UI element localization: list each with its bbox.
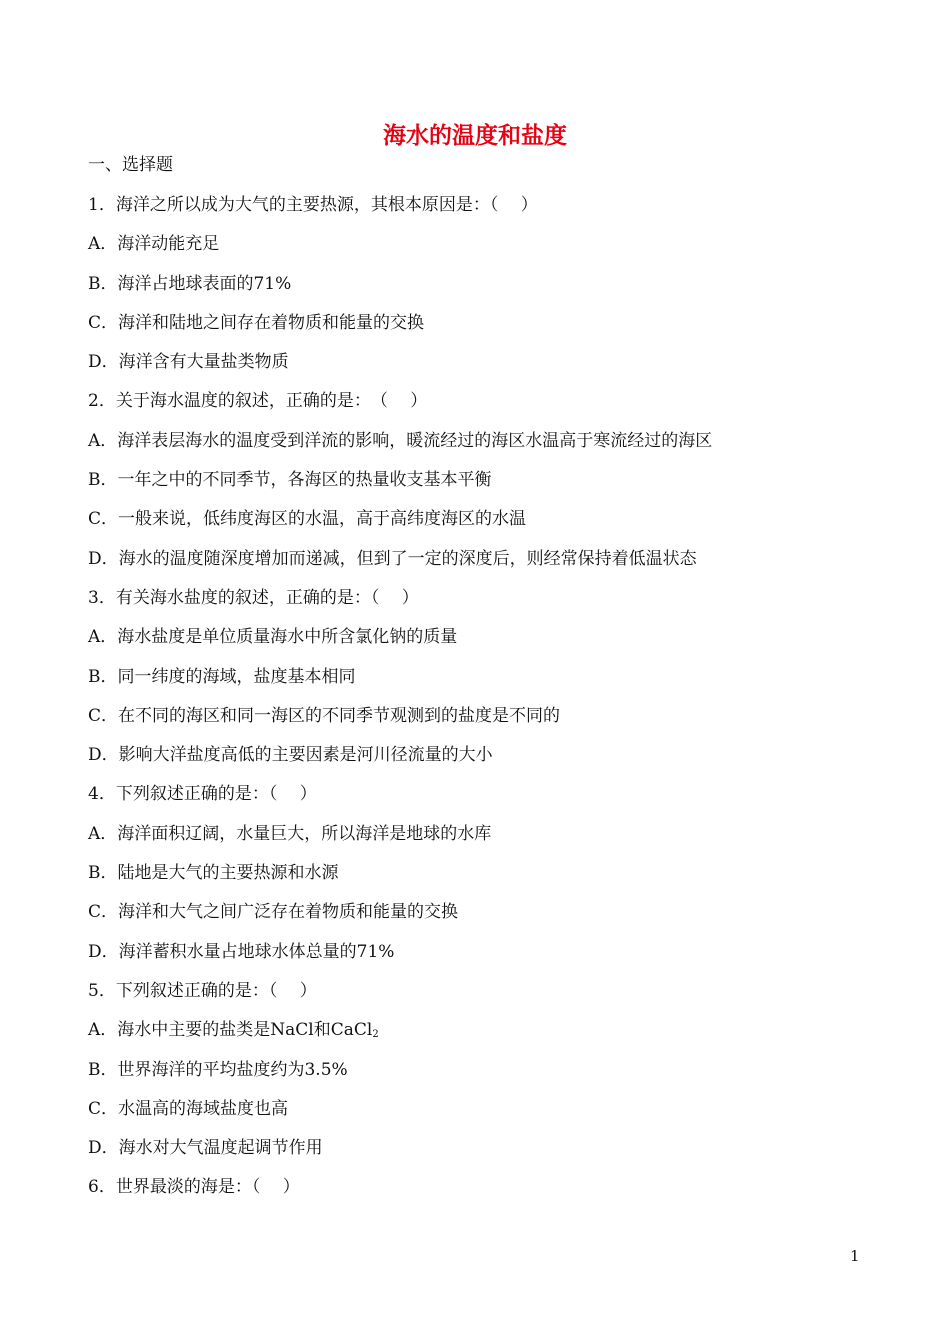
question-3-option-c: C．在不同的海区和同一海区的不同季节观测到的盐度是不同的 [88,705,561,726]
question-6-stem: 6．世界最淡的海是：（ ） [88,1177,300,1198]
question-2-option-a: A．海洋表层海水的温度受到洋流的影响，暖流经过的海区水温高于寒流经过的海区 [88,430,713,451]
question-2-stem: 2．关于海水温度的叙述，正确的是： （ ） [88,391,428,412]
question-2-option-b: B．一年之中的不同季节，各海区的热量收支基本平衡 [88,470,492,491]
document-title: 海水的温度和盐度 [383,123,567,149]
question-5-option-d: D．海水对大气温度起调节作用 [88,1138,323,1159]
question-1-option-d: D．海洋含有大量盐类物质 [88,352,289,373]
question-5-option-a [88,1017,868,1056]
question-5-stem: 5．下列叙述正确的是：（ ） [88,980,317,1001]
question-1-option-a: A．海洋动能充足 [88,234,220,255]
question-4-option-b: B．陆地是大气的主要热源和水源 [88,863,339,884]
question-1-stem: 1．海洋之所以成为大气的主要热源，其根本原因是：（ ） [88,195,538,215]
question-5-option-b: B．世界海洋的平均盐度约为3.5% [88,1059,348,1080]
question-3-option-d: D．影响大洋盐度高低的主要因素是河川径流量的大小 [88,745,493,766]
question-3-option-b: B．同一纬度的海域，盐度基本相同 [88,666,356,687]
question-1-option-c: C．海洋和陆地之间存在着物质和能量的交换 [88,312,425,333]
question-list [88,192,868,1214]
question-4-option-d: D．海洋蓄积水量占地球水体总量的71% [88,941,395,962]
question-1-option-b: B．海洋占地球表面的71% [88,273,292,294]
question-4-stem: 4．下列叙述正确的是：（ ） [88,784,317,805]
question-2-option-c: C．一般来说，低纬度海区的水温，高于高纬度海区的水温 [88,509,527,530]
question-5-option-a-text: A．海水中主要的盐类是NaCl和CaCl [88,1020,373,1041]
question-5-option-c: C．水温高的海域盐度也高 [88,1098,289,1119]
question-4-option-c: C．海洋和大气之间广泛存在着物质和能量的交换 [88,902,459,923]
question-4-option-a: A．海洋面积辽阔，水量巨大，所以海洋是地球的水库 [88,823,492,844]
subscript-2: 2 [372,1029,379,1041]
question-3-stem: 3．有关海水盐度的叙述，正确的是：（ ） [88,587,419,608]
page-number: 1 [850,1247,860,1265]
section-heading: 一、选择题 [88,155,173,175]
question-3-option-a: A．海水盐度是单位质量海水中所含氯化钠的质量 [88,627,458,648]
question-2-option-d: D．海水的温度随深度增加而递减，但到了一定的深度后，则经常保持着低温状态 [88,548,697,569]
